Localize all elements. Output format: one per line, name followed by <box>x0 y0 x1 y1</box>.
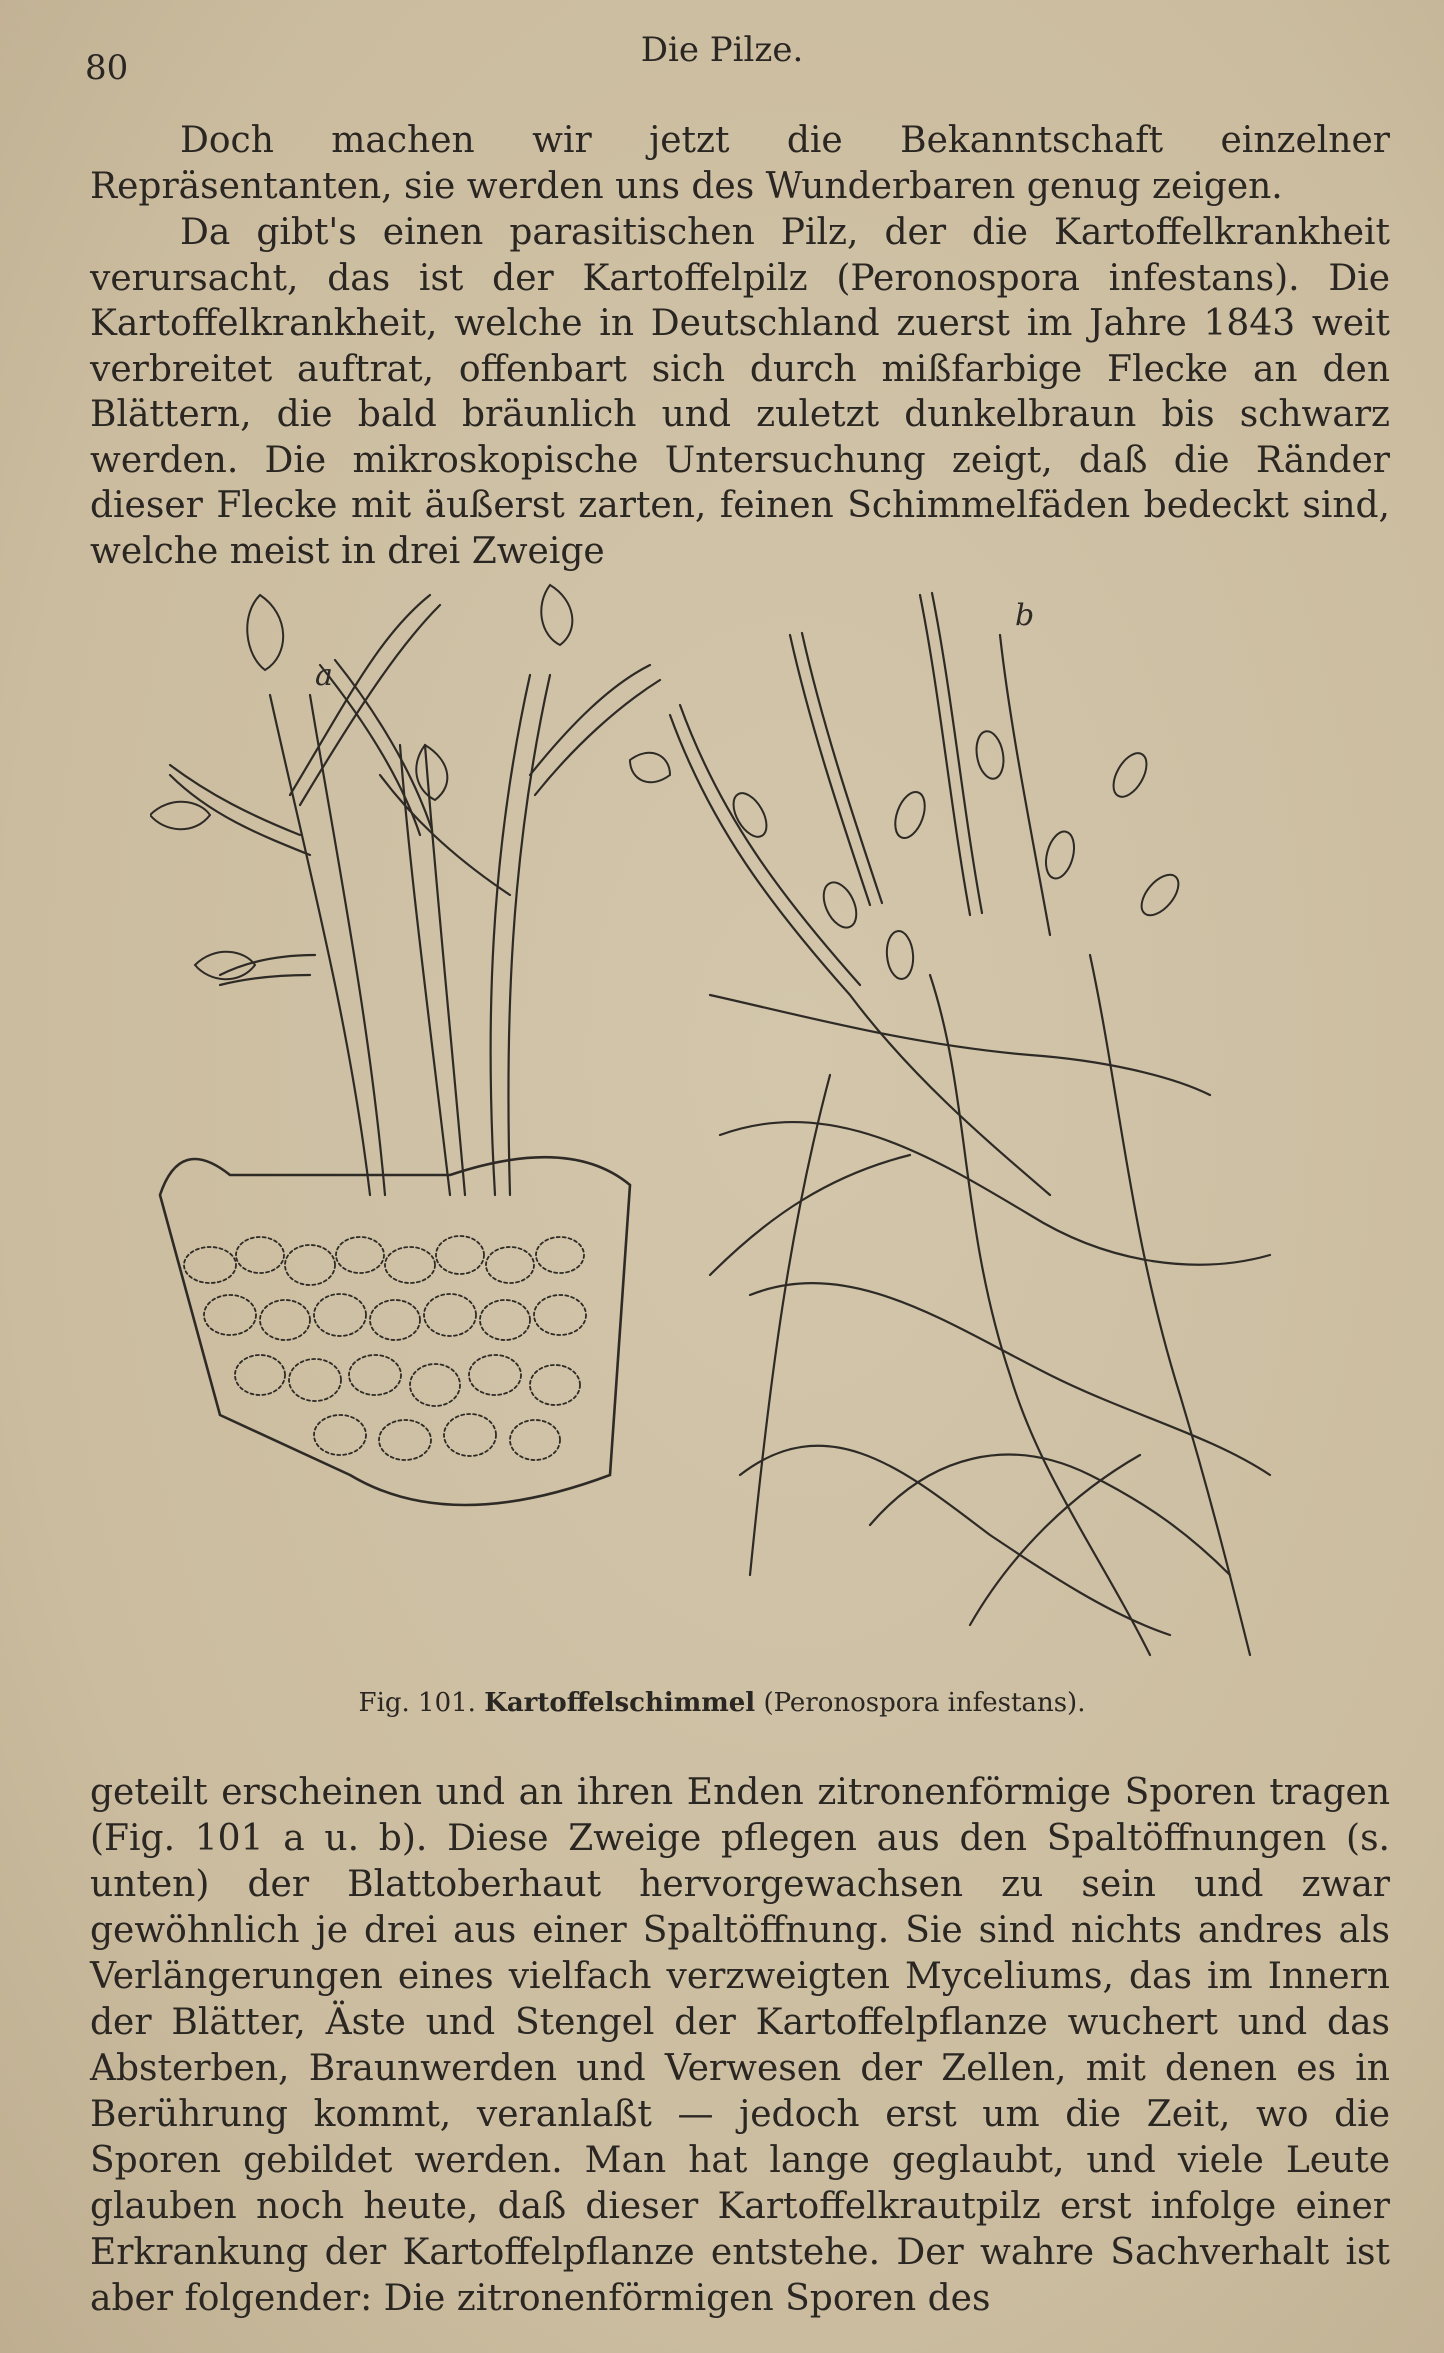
peronospora-drawing <box>150 575 1340 1685</box>
caption-name: Kartoffelschimmel <box>484 1688 756 1718</box>
spore-chains-b <box>727 729 1186 980</box>
figure-illustration <box>150 575 1340 1685</box>
page-header <box>85 30 1359 90</box>
paragraph-intro <box>90 118 1390 209</box>
paragraph-intro-text: Doch machen wir jetzt die Bekanntschaft einzelner Repräsentanten, sie werden uns des Wunderbaren genug zeigen. <box>90 120 1390 207</box>
paragraph-kartoffelpilz-text: Da gibt's einen parasitischen Pilz, der die Kartoffelkrankheit verursacht, das ist der Kartoffelpilz (Peronospora infestans). Die Kartoffelkrankheit, welche in Deutschland zuerst im Jahre 1843 weit verbreitet auftrat, offenbart sich durch mißfarbige Flecke an den Blättern, die bald bräunlich und zuletzt dunkelbraun bis schwarz werden. Die mikroskopische Untersuchung zeigt, daß die Ränder dieser Flecke mit äußerst zarten, feinen Schimmelfäden bedeckt sind, welche meist in drei Zweige <box>90 212 1390 572</box>
leaf-tissue-cells <box>160 1157 630 1505</box>
figure-label-a: a <box>315 658 333 693</box>
caption-latin: (Peronospora infestans). <box>763 1688 1086 1718</box>
paragraph-continuation <box>90 1770 1390 2322</box>
lemon-shaped-spores-a <box>150 585 670 979</box>
paragraph-continuation-text: geteilt erscheinen und an ihren Enden zitronenförmige Sporen tragen (Fig. 101 a u. b). Diese Zweige pflegen aus den Spaltöffnungen (s. unten) der Blattoberhaut hervorgewachsen zu sein und zwar gewöhnlich je drei aus einer Spaltöffnung. Sie sind nichts andres als Verlängerungen eines vielfach verzweigten Myceliums, das im Innern der Blätter, Äste und Stengel der Kartoffelpflanze wuchert und das Absterben, Braunwerden und Verwesen der Zellen, mit denen es in Berührung kommt, veranlaßt — jedoch erst um die Zeit, wo die Sporen gebildet werden. Man hat lange geglaubt, und viele Leute glauben noch heute, daß dieser Kartoffelkrautpilz erst infolge einer Erkrankung der Kartoffelpflanze entstehe. Der wahre Sachverhalt ist aber folgender: Die zitronenförmigen Sporen des <box>90 1772 1390 2319</box>
figure-label-b: b <box>1015 598 1035 633</box>
figure-caption <box>0 1688 1444 1718</box>
conidiophore-branches <box>170 595 660 1195</box>
paragraph-kartoffelpilz <box>90 210 1390 574</box>
caption-number: Fig. 101. <box>358 1688 476 1718</box>
running-title: Die Pilze. <box>640 30 804 70</box>
page-number: 80 <box>85 48 129 88</box>
mycelium-network <box>670 593 1270 1655</box>
